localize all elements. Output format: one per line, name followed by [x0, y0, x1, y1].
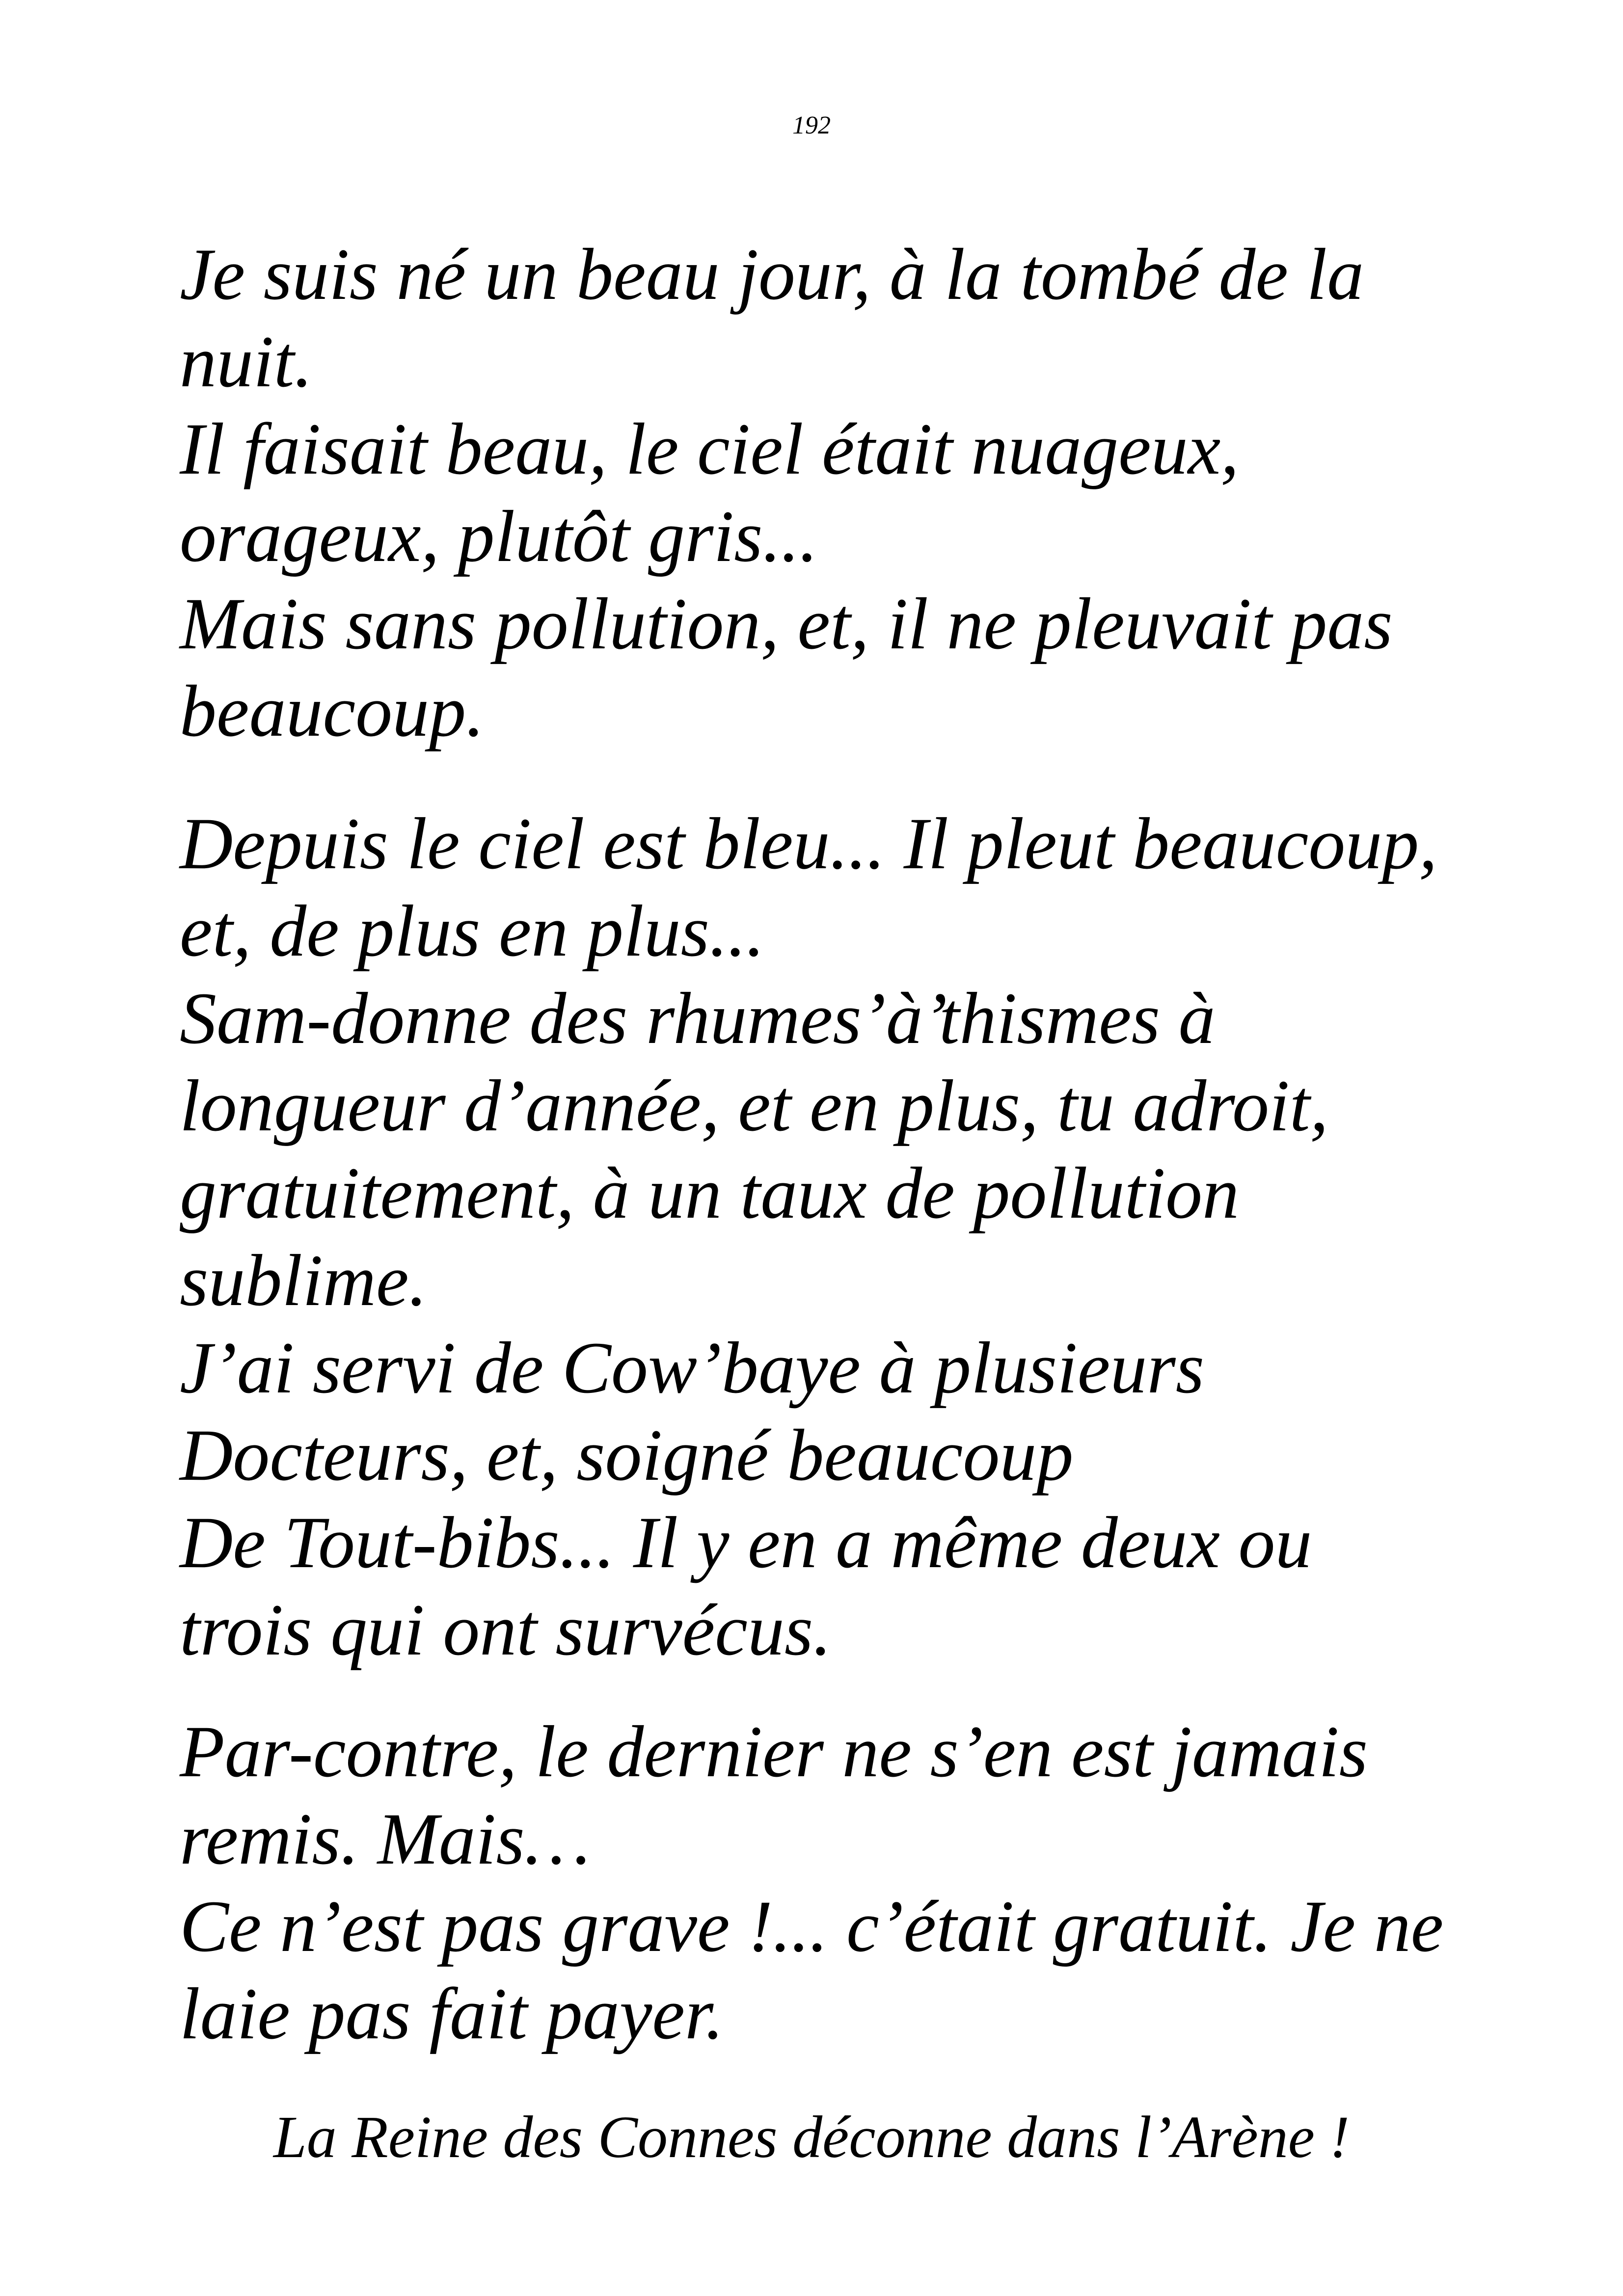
poem-line: Mais sans pollution, et, il ne pleuvait pas	[180, 583, 1393, 665]
poem-line: nuit.	[180, 321, 313, 402]
poem-line: De Tout-bibs... Il y en a même deux ou	[180, 1502, 1312, 1583]
poem-line: trois qui ont survécus.	[180, 1589, 832, 1671]
poem-line: longueur d’année, et en plus, tu adroit,	[180, 1065, 1328, 1147]
poem-line: Il faisait beau, le ciel était nuageux,	[180, 408, 1239, 490]
page-number: 192	[792, 111, 831, 139]
poem-line: gratuitement, à un taux de pollution	[180, 1152, 1240, 1234]
poem-line: Sam-donne des rhumes’à’thismes à	[180, 978, 1216, 1059]
poem-line: beaucoup.	[180, 670, 485, 752]
poem-line: orageux, plutôt gris...	[180, 496, 818, 577]
stanza-2	[180, 800, 1535, 1674]
poem-line: Ce n’est pas grave !... c’était gratuit. Je ne	[180, 1886, 1444, 1967]
poem-line: et, de plus en plus...	[180, 890, 765, 972]
poem-line: Depuis le ciel est bleu... Il pleut beaucoup,	[180, 803, 1437, 884]
poem-line: laie pas fait payer.	[180, 1973, 724, 2055]
stanza-1	[180, 231, 1535, 755]
stanza-3	[180, 1708, 1535, 2057]
poem-line: J’ai servi de Cow’baye à plusieurs	[180, 1327, 1205, 1409]
poem-line: Par-contre, le dernier ne s’en est jamais	[180, 1711, 1368, 1792]
poem-line: sublime.	[180, 1240, 428, 1321]
closing-line: La Reine des Connes déconne dans l’Arène !	[273, 2104, 1350, 2170]
poem-line: Docteurs, et, soigné beaucoup	[180, 1415, 1074, 1496]
poem-line: remis. Mais…	[180, 1798, 591, 1880]
poem-line: Je suis né un beau jour, à la tombé de la	[180, 234, 1364, 315]
